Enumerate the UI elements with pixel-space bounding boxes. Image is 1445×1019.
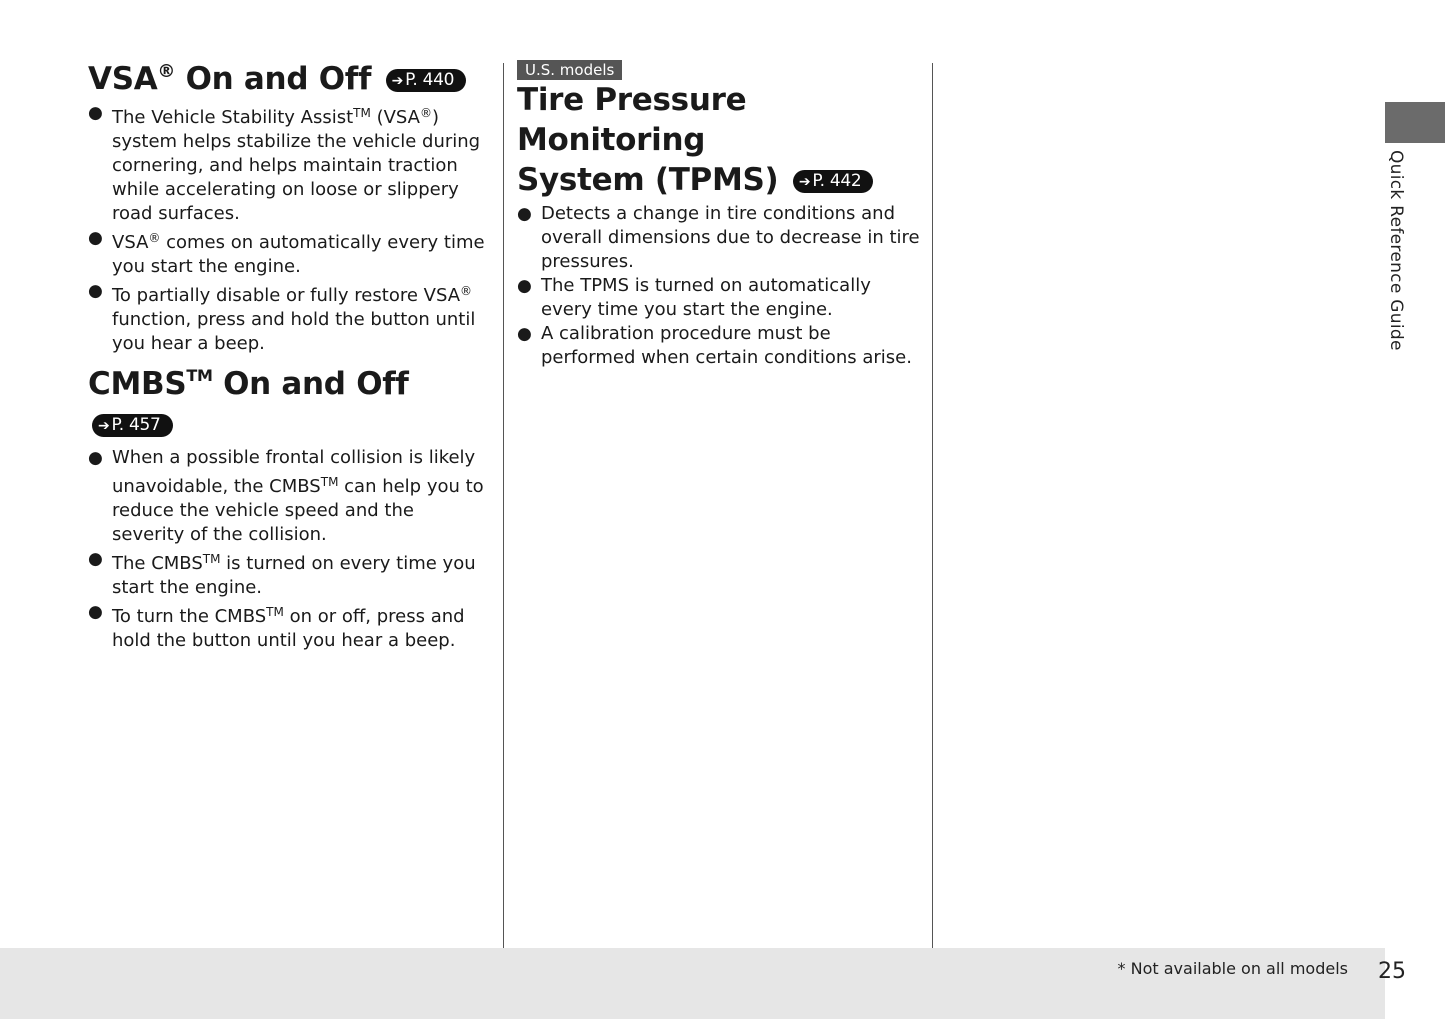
list-item: ● A calibration procedure must be performed when certain conditions arise. (517, 322, 922, 370)
column-divider (932, 63, 933, 948)
section-tab-marker[interactable] (1385, 102, 1445, 143)
list-item: ● VSA® comes on automatically every time you start the engine. (88, 226, 488, 279)
arrow-right-icon: ➔ (98, 418, 110, 434)
list-item: ● The TPMS is turned on automatically every time you start the engine. (517, 274, 922, 322)
vsa-title-mark: ® (157, 61, 176, 82)
arrow-right-icon: ➔ (391, 73, 404, 89)
tpms-heading (517, 80, 922, 200)
vsa-page-ref-link[interactable] (386, 69, 467, 92)
tpms-bullet-list (517, 202, 922, 370)
vsa-heading (88, 52, 488, 99)
middle-column (517, 60, 922, 370)
left-column (88, 52, 488, 653)
cmbs-title-rest: On and Off (212, 366, 409, 402)
cmbs-title-mark: TM (186, 366, 213, 385)
list-item: ● To turn the CMBS™ on or off, press and hold the button until you hear a beep. (88, 600, 488, 653)
list-item: ● Detects a change in tire conditions and overall dimensions due to decrease in tire pressures. (517, 202, 922, 274)
vsa-title: VSA (88, 61, 158, 97)
tpms-title-line2: System (TPMS) (517, 162, 779, 198)
cmbs-ref-label: P. 457 (111, 415, 161, 435)
footnote: * Not available on all models (1117, 959, 1348, 978)
tpms-ref-label: P. 442 (812, 171, 862, 191)
vsa-ref-label: P. 440 (405, 70, 455, 90)
side-tab-label: Quick Reference Guide (1386, 150, 1406, 351)
vsa-title-rest: On and Off (175, 61, 372, 97)
page-number: 25 (1378, 959, 1406, 984)
list-item: ● The Vehicle Stability Assist™ (VSA®) system helps stabilize the vehicle during cornering, and helps maintain traction while accelerating on loose or slippery road surfaces. (88, 101, 488, 226)
list-item: ● When a possible frontal collision is likely unavoidable, the CMBS™ can help you to reduce the vehicle speed and the severity of the collision. (88, 446, 488, 547)
cmbs-title: CMBS (88, 366, 187, 402)
cmbs-bullet-list (88, 446, 488, 653)
cmbs-heading (88, 356, 488, 444)
arrow-right-icon: ➔ (798, 174, 811, 190)
column-divider (503, 63, 504, 948)
models-badge: U.S. models (517, 60, 622, 80)
list-item: ● The CMBS™ is turned on every time you start the engine. (88, 547, 488, 600)
vsa-bullet-list (88, 101, 488, 356)
tpms-title-line1: Tire Pressure Monitoring (517, 82, 747, 158)
cmbs-page-ref-link[interactable] (92, 414, 173, 437)
list-item: ● To partially disable or fully restore VSA® function, press and hold the button until you hear a beep. (88, 279, 488, 356)
tpms-page-ref-link[interactable] (793, 170, 874, 193)
